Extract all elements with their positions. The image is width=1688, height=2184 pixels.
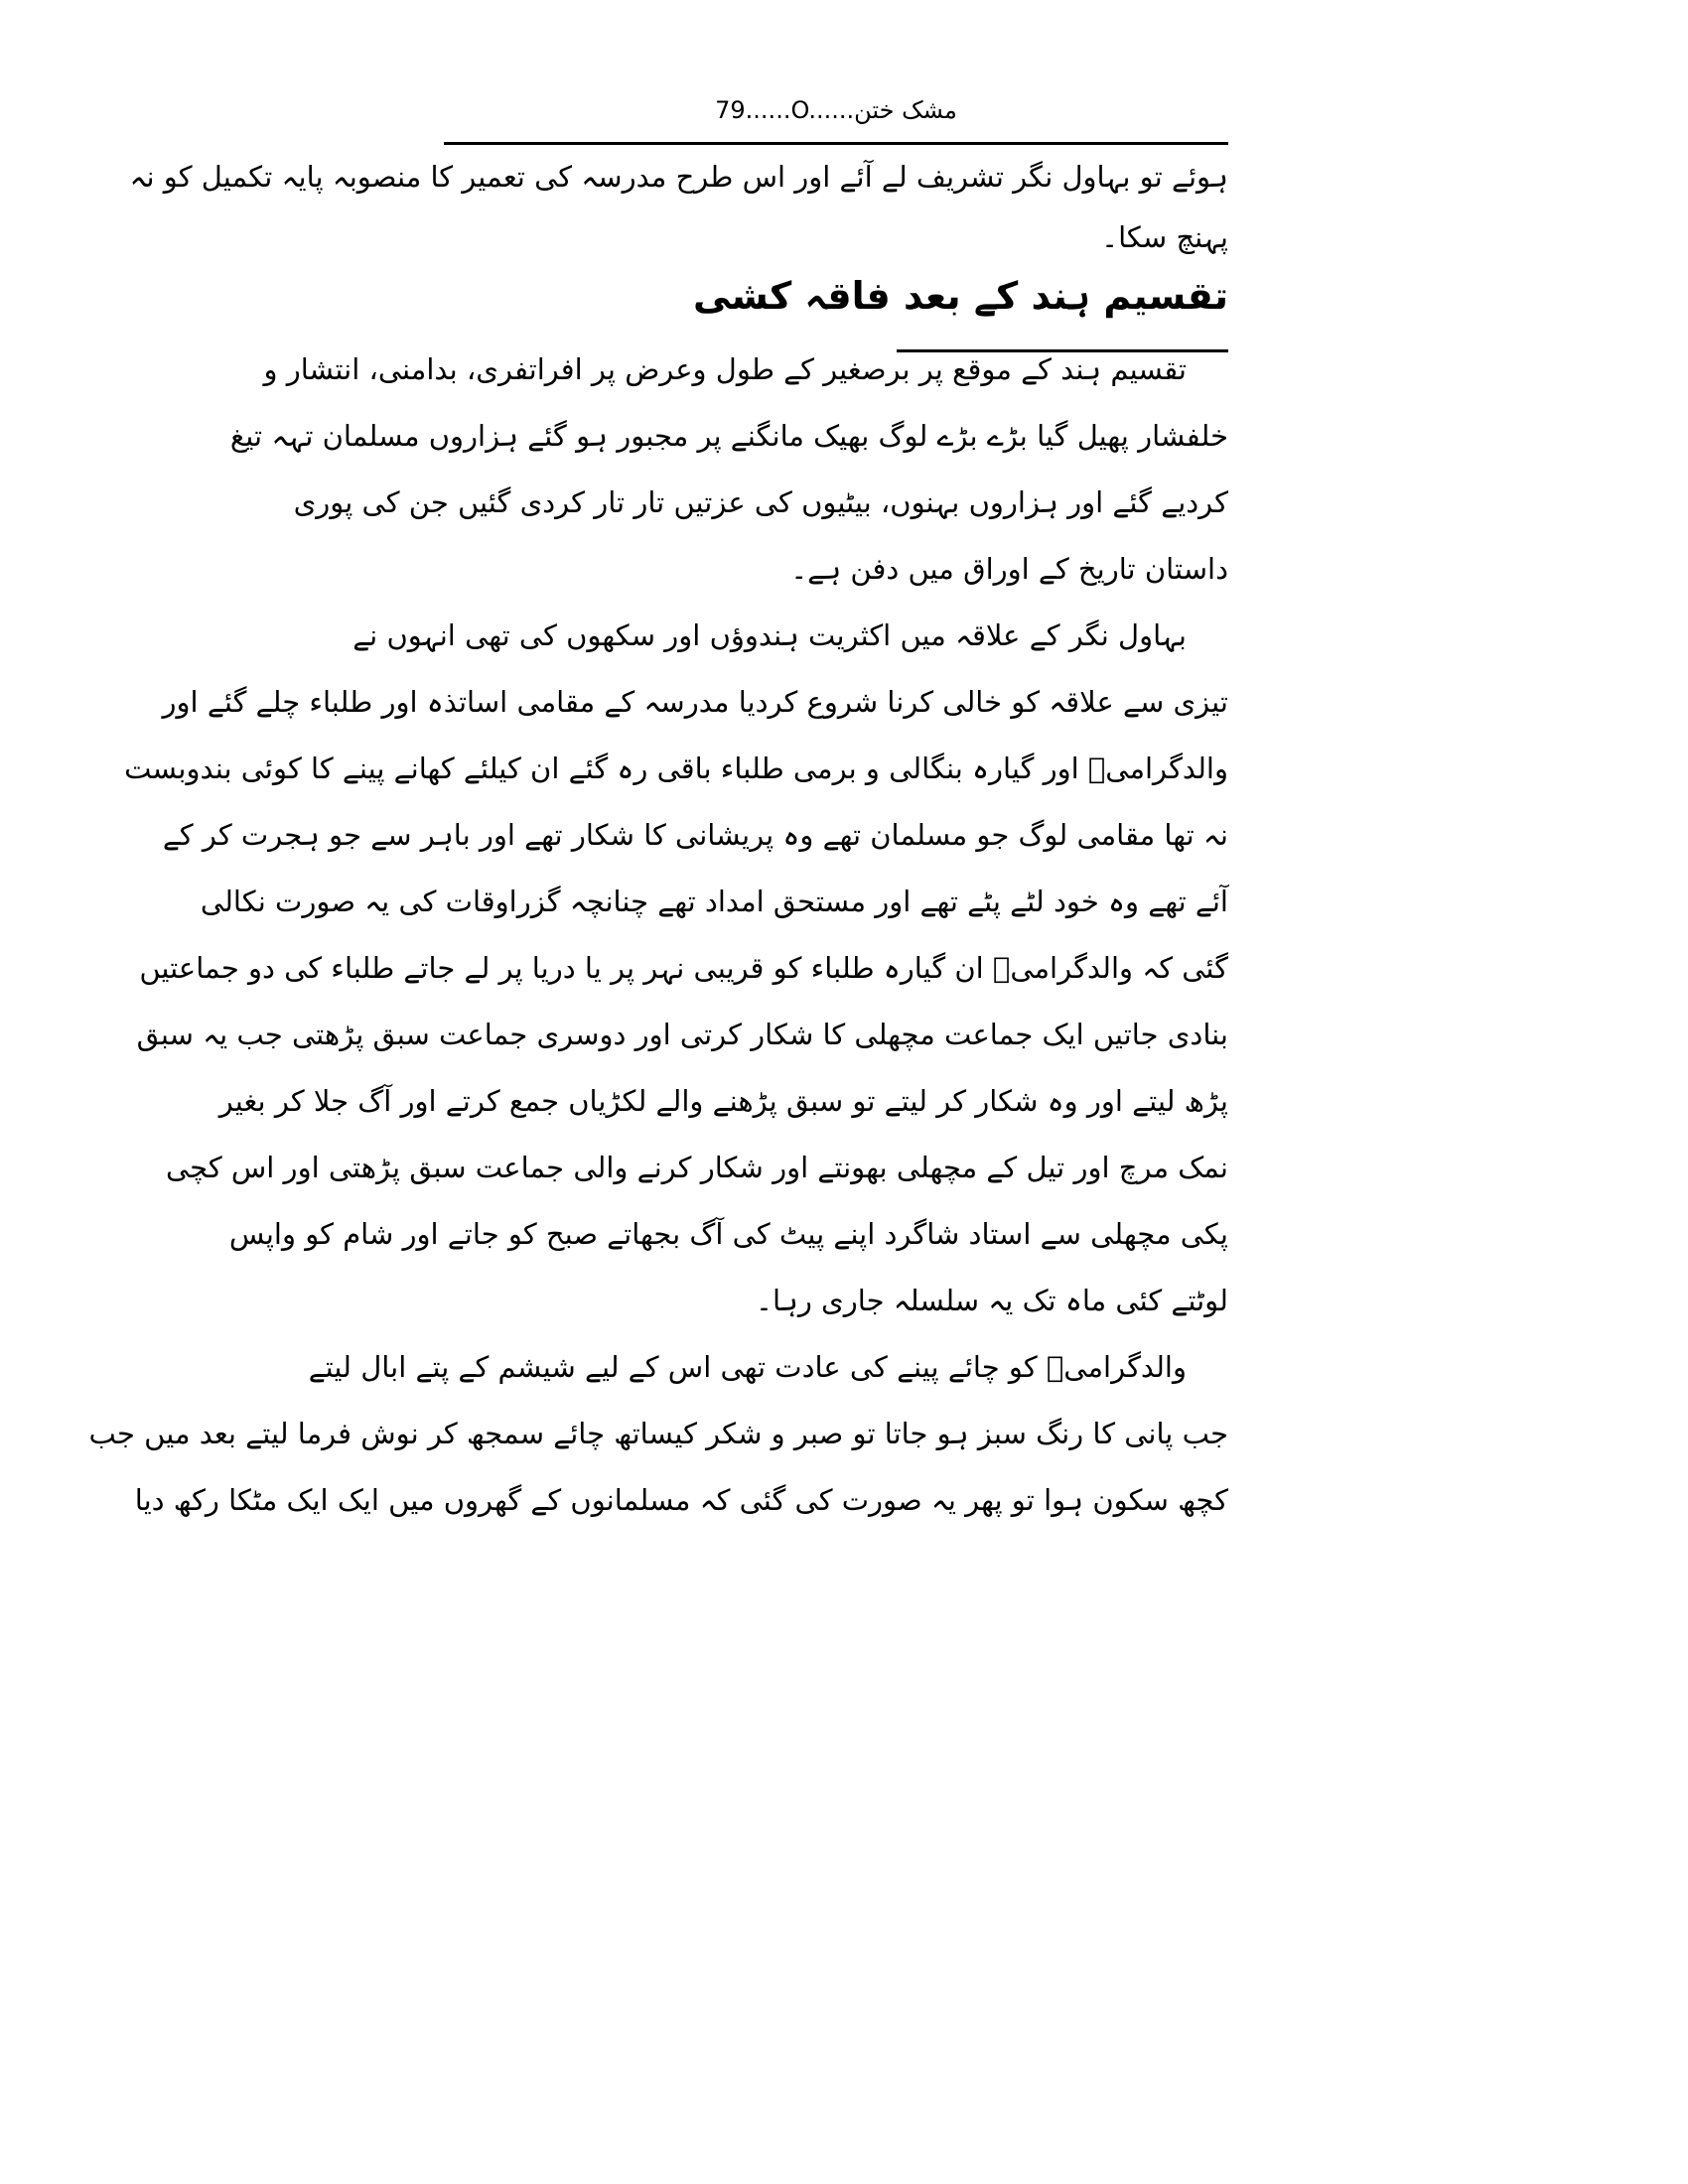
running-header <box>444 95 1228 124</box>
paragraph-2-line: والدگرامیؒ اور گیارہ بنگالی و برمی طلباء باقی رہ گئے ان کیلئے کھانے پینے کا کوئی بندوبست <box>124 751 1228 785</box>
paragraph-2-line: نہ تھا مقامی لوگ جو مسلمان تھے وہ پریشانی کا شکار تھے اور باہر سے جو ہجرت کر کے <box>162 818 1228 852</box>
header-separator: ......O...... <box>745 96 855 124</box>
header-rule <box>444 142 1228 145</box>
paragraph-3-line: جب پانی کا رنگ سبز ہو جاتا تو صبر و شکر کیساتھ چائے سمجھ کر نوش فرما لیتے بعد میں جب <box>88 1417 1228 1450</box>
paragraph-2-line: بہاول نگر کے علاقہ میں اکثریت ہندوؤں اور سکھوں کی تھی انہوں نے <box>352 618 1187 652</box>
book-title: مشک ختن <box>854 96 957 124</box>
paragraph-1-line: خلفشار پھیل گیا بڑے بڑے لوگ بھیک مانگنے پر مجبور ہو گئے ہزاروں مسلمان تہہ تیغ <box>229 419 1228 453</box>
paragraph-3-line: کچھ سکون ہوا تو پھر یہ صورت کی گئی کہ مسلمانوں کے گھروں میں ایک ایک مٹکا رکھ دیا <box>134 1483 1228 1517</box>
paragraph-2-line: تیزی سے علاقہ کو خالی کرنا شروع کردیا مدرسہ کے مقامی اساتذہ اور طلباء چلے گئے اور <box>162 685 1228 719</box>
paragraph-2-line: آئے تھے وہ خود لٹے پٹے تھے اور مستحق امداد تھے چنانچہ گزراوقات کی یہ صورت نکالی <box>200 885 1228 918</box>
paragraph-2-line: بنادی جاتیں ایک جماعت مچھلی کا شکار کرتی اور دوسری جماعت سبق پڑھتی جب یہ سبق <box>136 1018 1228 1051</box>
paragraph-2-line: نمک مرچ اور تیل کے مچھلی بھونتے اور شکار کرنے والی جماعت سبق پڑھتی اور اس کچی <box>165 1151 1228 1184</box>
paragraph-2-line: گئی کہ والدگرامیؒ ان گیارہ طلباء کو قریبی نہر پر یا دریا پر لے جاتے طلباء کی دو جماعتیں <box>139 951 1228 985</box>
paragraph-2-line: پکی مچھلی سے استاد شاگرد اپنے پیٹ کی آگ بجھاتے صبح کو جاتے اور شام کو واپس <box>228 1217 1228 1251</box>
paragraph-1-line: داستان تاریخ کے اوراق میں دفن ہے۔ <box>790 552 1228 586</box>
text-line: پہنچ سکا۔ <box>1101 220 1228 254</box>
paragraph-2-line: لوٹتے کئی ماہ تک یہ سلسلہ جاری رہا۔ <box>756 1284 1228 1317</box>
page-number: 79 <box>715 96 746 124</box>
section-heading: تقسیم ہند کے بعد فاقہ کشی <box>692 274 1228 318</box>
paragraph-1-line: تقسیم ہند کے موقع پر برصغیر کے طول وعرض پر افراتفری، بدامنی، انتشار و <box>263 352 1187 386</box>
text-line: ہوئے تو بہاول نگر تشریف لے آئے اور اس طرح مدرسہ کی تعمیر کا منصوبہ پایہ تکمیل کو نہ <box>129 160 1228 194</box>
paragraph-2-line: پڑھ لیتے اور وہ شکار کر لیتے تو سبق پڑھنے والے لکڑیاں جمع کرتے اور آگ جلا کر بغیر <box>218 1084 1228 1118</box>
paragraph-1-line: کردیے گئے اور ہزاروں بہنوں، بیٹیوں کی عزتیں تار تار کردی گئیں جن کی پوری <box>293 485 1228 519</box>
paragraph-3-line: والدگرامیؒ کو چائے پینے کی عادت تھی اس کے لیے شیشم کے پتے ابال لیتے <box>308 1350 1187 1384</box>
